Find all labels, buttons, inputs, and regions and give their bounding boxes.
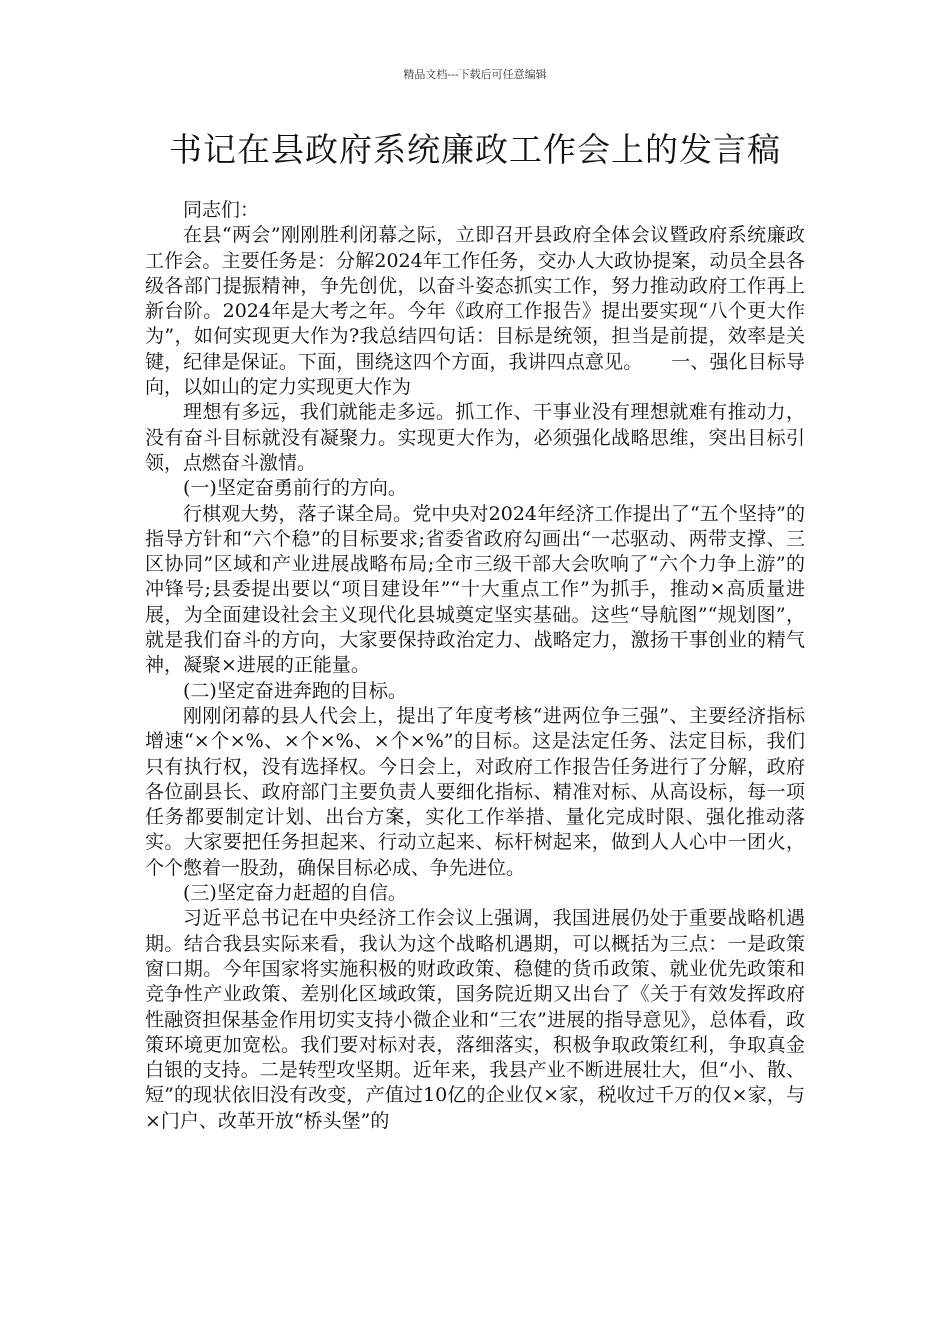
section-heading: (一)坚定奋勇前行的方向。 [183,477,407,500]
document-body [145,198,805,1134]
paragraph-intro: 在县“两会”刚刚胜利闭幕之际，立即召开县政府全体会议暨政府系统廉政工作会。主要任务是：分解2024年工作任务，交办人大政协提案，动员全县各级各部门提振精神，争先创优，以奋斗姿态抓实工作，努力推动政府工作再上新台阶。2024年是大考之年。今年《政府工作报告》提出要实现“八个更大作为”，如何实现更大作为?我总结四句话：目标是统领，担当是前提，效率是关键，纪律是保证。下面，围绕这四个方面，我讲四点意见。 一、强化目标导向，以如山的定力实现更大作为 [145,224,805,399]
page-title: 书记在县政府系统廉政工作会上的发言稿 [169,130,781,169]
paragraph: 习近平总书记在中央经济工作会议上强调，我国进展仍处于重要战略机遇期。结合我县实际来看，我认为这个战略机遇期，可以概括为三点：一是政策窗口期。今年国家将实施积极的财政政策、稳健的货币政策、就业优先政策和竞争性产业政策、差别化区域政策，国务院近期又出台了《关于有效发挥政府性融资担保基金作用切实支持小微企业和“三农”进展的指导意见》，总体看，政策环境更加宽松。我们要对标对表，落细落实，积极争取政策红利，争取真金白银的支持。二是转型攻坚期。近年来，我县产业不断进展壮大，但“小、散、短”的现状依旧没有改变，产值过10亿的企业仅×家，税收过千万的仅×家，与×门户、改革开放“桥头堡”的 [145,907,805,1132]
section-heading: (三)坚定奋力赶超的自信。 [183,882,407,905]
paragraph: 行棋观大势，落子谋全局。党中央对2024年经济工作提出了“五个坚持”的指导方针和“六个稳”的目标要求;省委省政府勾画出“一芯驱动、两带支撑、三区协同”区域和产业进展战略布局;全市三级干部大会吹响了“六个力争上游”的冲锋号;县委提出要以“项目建设年”“十大重点工作”为抓手，推动×高质量进展，为全面建设社会主义现代化县城奠定坚实基础。这些“导航图”“规划图”，就是我们奋斗的方向，大家要保持政治定力、战略定力，激扬干事创业的精气神，凝聚×进展的正能量。 [145,502,805,677]
paragraph: 刚刚闭幕的县人代会上，提出了年度考核“进两位争三强”、主要经济指标增速“×个×%、×个×%、×个×%”的目标。这是法定任务、法定目标，我们只有执行权，没有选择权。今日会上，对政府工作报告任务进行了分解，政府各位副县长、政府部门主要负责人要细化指标、精准对标、从高设标，每一项任务都要制定计划、出台方案，实化工作举措、量化完成时限、强化推动落实。大家要把任务担起来、行动立起来、标杆树起来，做到人人心中一团火，个个憋着一股劲，确保目标必成、争先进位。 [145,704,805,879]
paragraph-salutation: 同志们： [183,199,260,221]
section-heading: (二)坚定奋进奔跑的目标。 [183,679,407,702]
paragraph: 理想有多远，我们就能走多远。抓工作、干事业没有理想就难有推动力，没有奋斗目标就没有凝聚力。实现更大作为，必须强化战略思维，突出目标引领，点燃奋斗激情。 [145,401,805,474]
header-note: 精品文档---下载后可任意编辑 [403,68,547,81]
